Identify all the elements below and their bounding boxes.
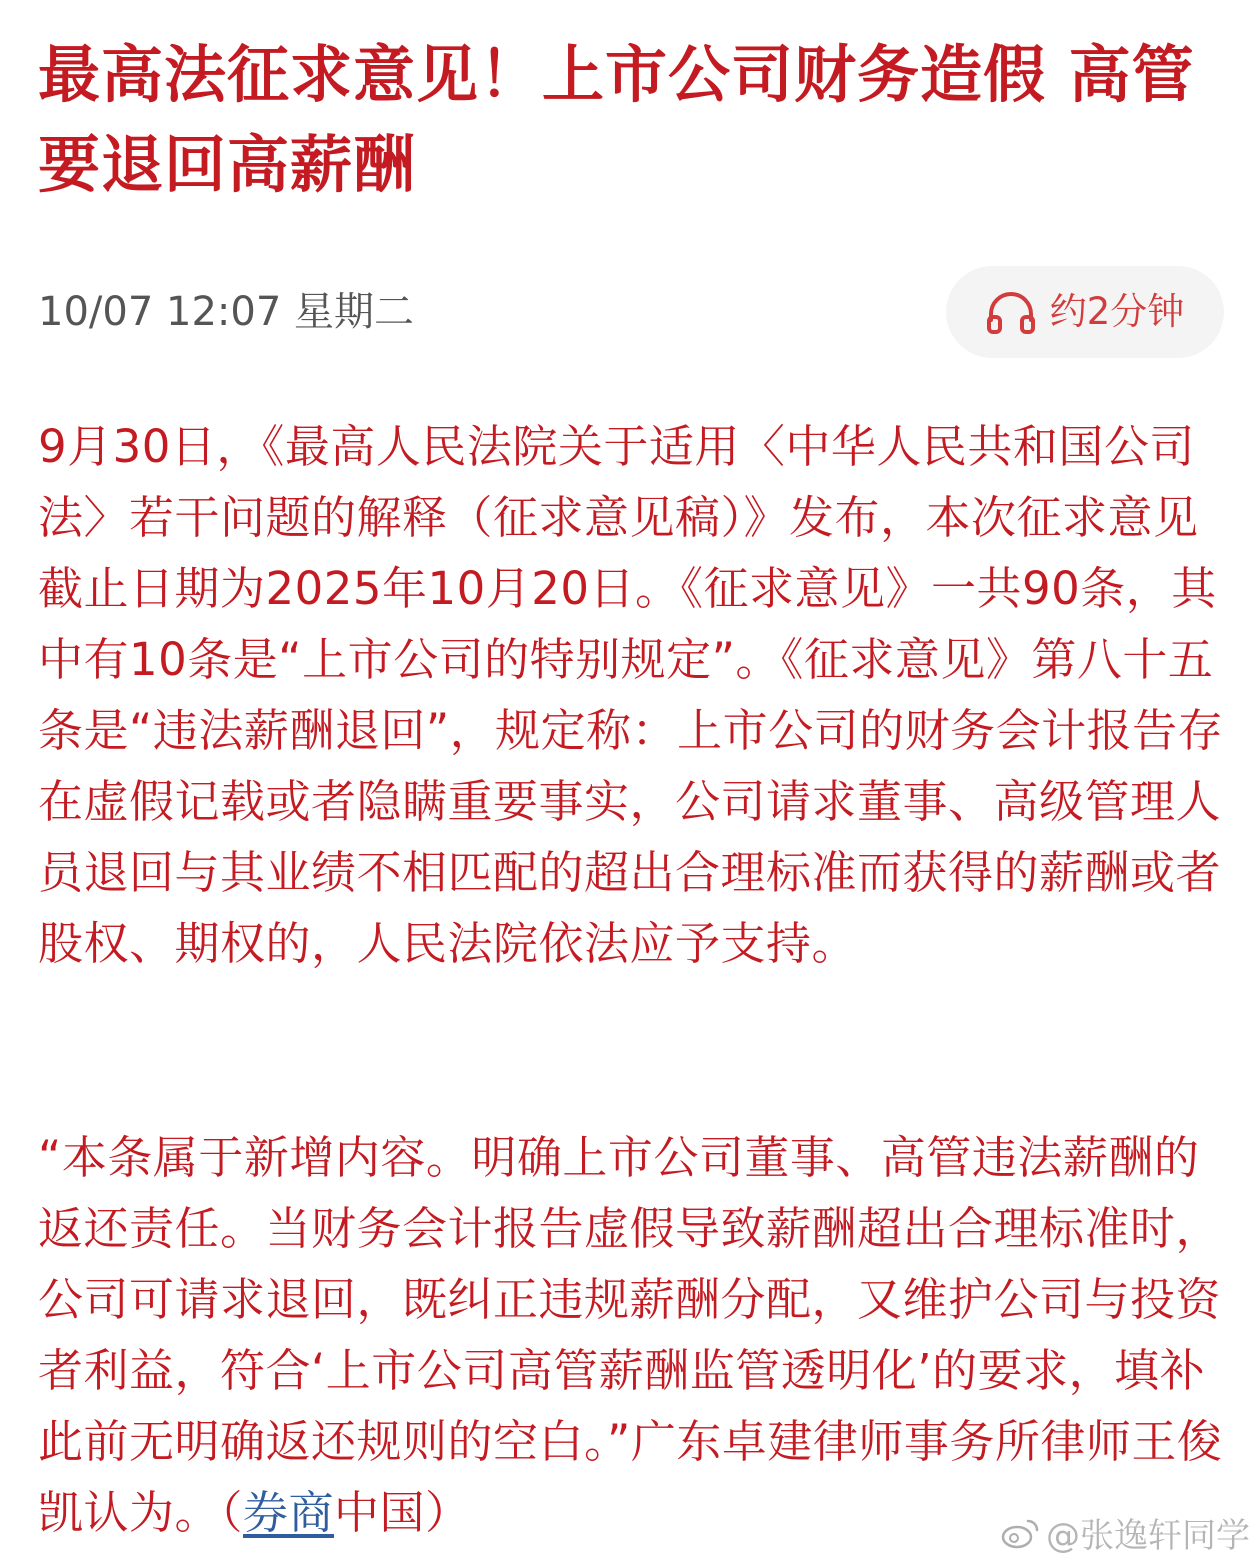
headphones-icon xyxy=(986,290,1036,334)
article-title: 最高法征求意见！上市公司财务造假 高管要退回高薪酬 xyxy=(38,38,1195,201)
watermark-text: @张逸轩同学 xyxy=(1046,1516,1250,1556)
weibo-icon xyxy=(1000,1517,1040,1549)
quote-text: “本条属于新增内容。明确上市公司董事、高管违法薪酬的返还责任。当财务会计报告虚假导致薪酬超出合理标准时，公司可请求退回，既纠正违规薪酬分配，又维护公司与投资者利益，符合‘上市公司高管薪酬监管透明化’的要求，填补此前无明确返还规则的空白。”广东卓建律师事务所律师王俊凯认为。 xyxy=(38,1131,1223,1539)
listen-duration: 约2分钟 xyxy=(1049,290,1185,333)
publish-date: 10/07 12:07 星期二 xyxy=(38,289,414,335)
quote-paragraph xyxy=(38,1122,1228,1548)
source-rest: 中国） xyxy=(334,1486,471,1539)
source-link[interactable]: 券商 xyxy=(243,1486,335,1539)
source-open: （ xyxy=(220,1486,244,1539)
listen-button[interactable] xyxy=(946,266,1224,358)
body-paragraph: 9月30日，《最高人民法院关于适用〈中华人民共和国公司法〉若干问题的解释（征求意见稿）》发布，本次征求意见截止日期为2025年10月20日。《征求意见》一共90条，其中有10条是“上市公司的特别规定”。《征求意见》第八十五条是“违法薪酬退回”，规定称：上市公司的财务会计报告存在虚假记载或者隐瞒重要事实，公司请求董事、高级管理人员退回与其业绩不相匹配的超出合理标准而获得的薪酬或者股权、期权的，人民法院依法应予支持。 xyxy=(38,420,1224,970)
watermark xyxy=(1000,1508,1250,1557)
